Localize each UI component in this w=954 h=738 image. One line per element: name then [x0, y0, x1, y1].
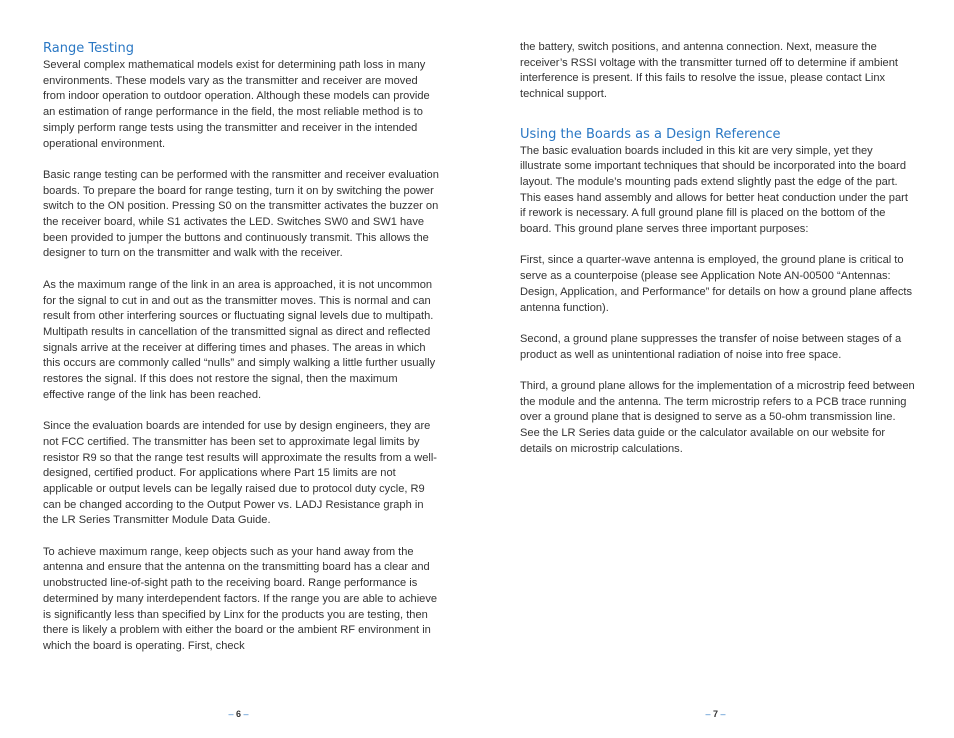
page-number-value: 7 — [712, 709, 718, 719]
page-number-dash: – — [243, 709, 249, 719]
paragraph: First, since a quarter-wave antenna is employed, the ground plane is critical to serve as a counterpoise (please see Application Note AN-00500 “Antennas: Design, Application, and Performance” for details on how a ground plane affects antenna function). — [520, 254, 913, 314]
continuation-paragraph: the battery, switch positions, and antenna connection. Next, measure the receiver’s RSSI voltage with the transmitter turned off to determine if ambient interference is present. If this fails to resolve the issue, please contact Linx technical support. — [520, 41, 898, 101]
page-number — [477, 709, 954, 719]
page-number — [0, 709, 477, 719]
paragraph: Third, a ground plane allows for the implementation of a microstrip feed between the module and the antenna. The term microstrip refers to a PCB trace running over a ground plane that is designed to serve as a 50-ohm transmission line. See the LR Series data guide or the calculator available on our website for details on microstrip calculations. — [520, 380, 915, 455]
page-number-dash: – — [228, 709, 234, 719]
section-gap — [520, 119, 916, 126]
right-page — [477, 0, 954, 738]
page-number-dash: – — [720, 709, 726, 719]
paragraph: Several complex mathematical models exist for determining path loss in many environments. These models vary as the transmitter and receiver are moved from indoor operation to outdoor operation. Although these models can provide an estimation of range performance in the field, the most reliable method is to simply perform range tests using the transmitter and receiver in the intended operational environment. — [43, 59, 430, 150]
paragraph: Since the evaluation boards are intended for use by design engineers, they are not FCC certified. The transmitter has been set to approximate legal limits by resistor R9 so that the range test results will approximate the results from a well-designed, certified product. For applications where Part 15 limits are not applicable or output levels can be legally raised due to protocol duty cycle, R9 can be changed according to the Output Power vs. LADJ Resistance graph in the LR Series Transmitter Module Data Guide. — [43, 420, 437, 527]
paragraph: As the maximum range of the link in an area is approached, it is not uncommon for the signal to cut in and out as the transmitter moves. This is normal and can result from other interfering sources or fluctuating signal levels due to multipath. Multipath results in cancellation of the transmitted signal as direct and reflected signals arrive at the receiver at differing times and phases. The areas in which this occurs are commonly called “nulls” and simply walking a little further usually restores the signal. If this does not restore the signal, then the maximum effective range of the link has been reached. — [43, 278, 436, 401]
design-reference-heading: Using the Boards as a Design Reference — [520, 126, 781, 142]
page-number-value: 6 — [235, 709, 241, 719]
paragraph: The basic evaluation boards included in this kit are very simple, yet they illustrate some important techniques that should be incorporated into the board layout. The module’s mounting pads extend slightly past the edge of the part. This eases hand assembly and allows for better heat conduction under the part if rework is necessary. A full ground plane fill is placed on the bottom of the board. This ground plane serves three important purposes: — [520, 144, 908, 236]
left-column — [43, 40, 439, 655]
page-number-dash: – — [705, 709, 711, 719]
paragraph: Basic range testing can be performed with the ransmitter and receiver evaluation boards. To prepare the board for range testing, turn it on by switching the power switch to the ON position. Pressing S0 on the transmitter activates the buzzer on the receiver board, while S1 activates the LED. Switches SW0 and SW1 have been provided to jumper the buttons and continuously transmit. This allows the designer to turn on the transmitter and walk with the receiver. — [43, 168, 439, 260]
paragraph: Second, a ground plane suppresses the transfer of noise between stages of a product as well as unintentional radiation of noise into free space. — [520, 332, 902, 361]
paragraph: To achieve maximum range, keep objects such as your hand away from the antenna and ensure that the antenna on the transmitting board has a clear and unobstructed line-of-sight path to the receiving board. Range performance is determined by many interdependent factors. If the range you are able to achieve is significantly less than specified by Linx for the products you are testing, then there is likely a problem with either the board or the ambient RF environment in which the board is operating. First, check — [43, 545, 438, 652]
right-column — [520, 40, 916, 458]
range-testing-heading: Range Testing — [43, 41, 135, 56]
